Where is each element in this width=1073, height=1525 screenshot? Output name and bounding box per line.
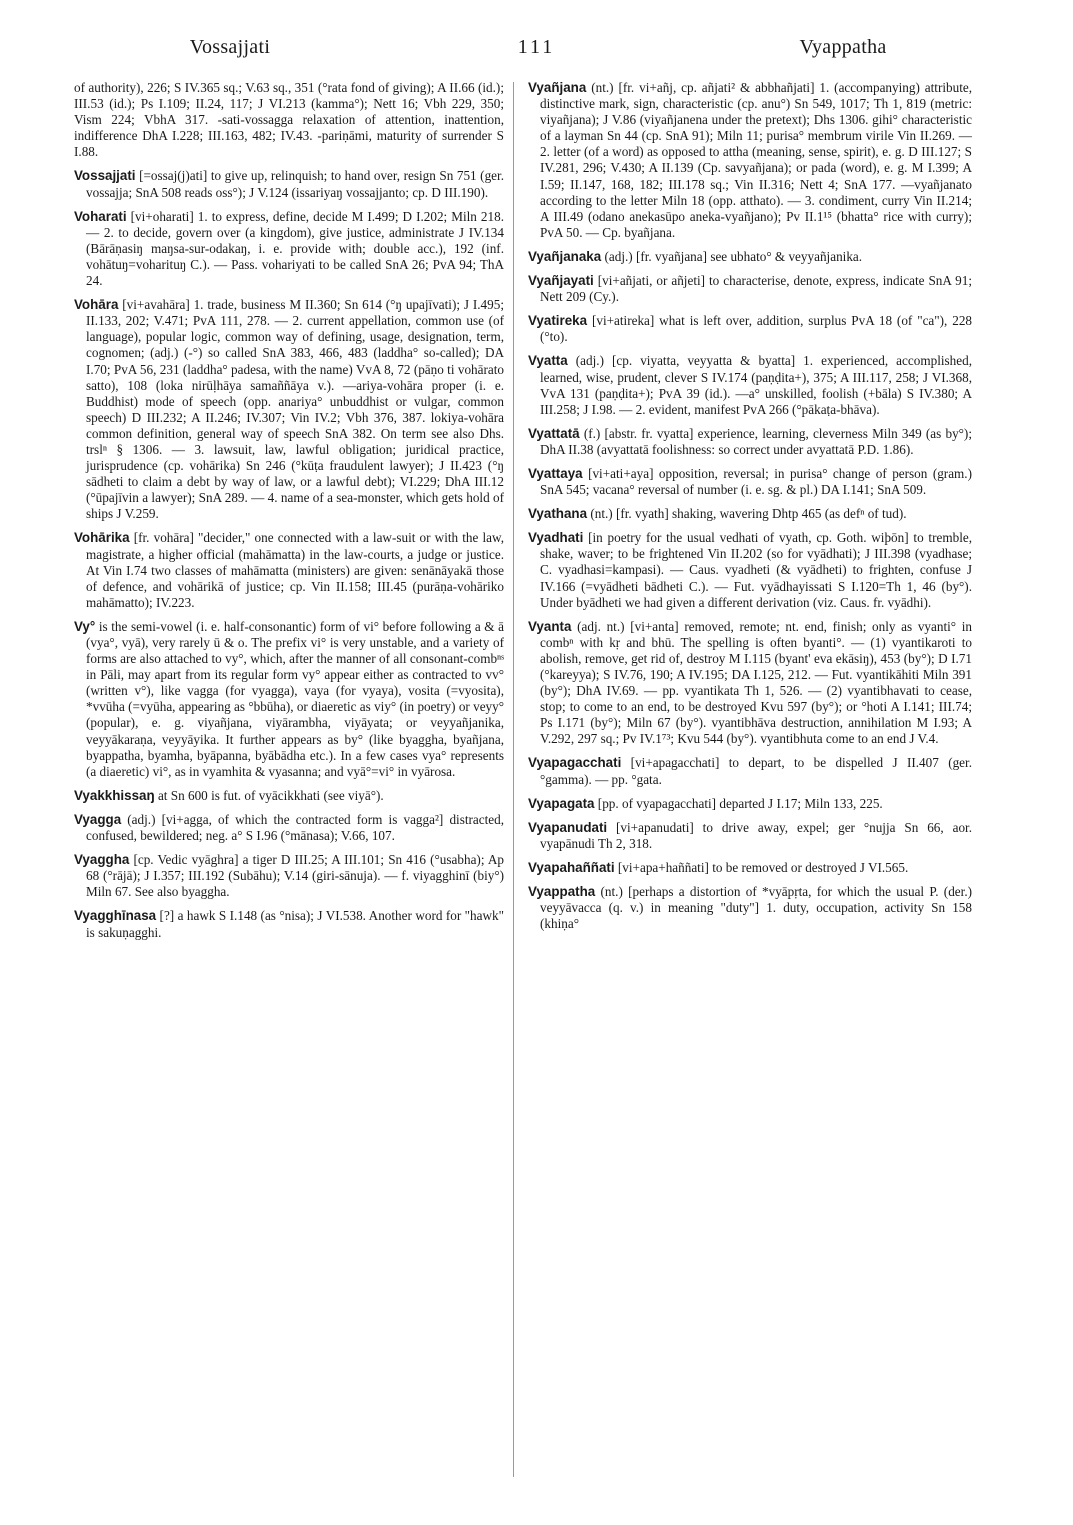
entry-definition: [?] a hawk S I.148 (as °nisa); J VI.538. Another word for "hawk" is sakuṇagghi. — [86, 908, 504, 940]
dictionary-entry — [528, 619, 972, 748]
entry-definition: of authority), 226; S IV.365 sq.; V.63 sq., 351 (°rata fond of giving); A II.66 (id.); III.53 (id.); Ps I.109; II.24, 117; J VI.213 (kamma°); Nett 16; Vbh 229, 350; Vism 224; VbhA 317. -sati-vossagga relaxation of attention, inattention, indifference DhA I.228; III.163, 482; IV.43. -pariṇāmi, maturity of surrender S I.88. — [74, 80, 504, 160]
entry-headword: Vyapanudati — [528, 819, 608, 835]
dictionary-entry — [528, 249, 972, 265]
dictionary-entry — [528, 820, 972, 852]
entry-definition: [vi+ati+aya] opposition, reversal; in purisa° change of person (gram.) SnA 545; vacana° reversal of number (i. e. sg. & pl.) DA I.141; SnA 509. — [540, 465, 972, 498]
dictionary-entry — [528, 506, 972, 522]
running-header — [60, 30, 1013, 64]
entry-headword: Vyakkhissaŋ — [74, 787, 155, 803]
dictionary-entry — [528, 426, 972, 458]
entry-definition: [vi+apagacchati] to depart, to be dispelled J II.407 (ger. °gamma). — pp. °gata. — [540, 755, 972, 787]
entry-headword: Vyattatā — [528, 425, 580, 441]
dictionary-entry — [74, 209, 504, 289]
entry-headword: Vyappatha — [528, 884, 596, 900]
dictionary-entry — [74, 168, 504, 200]
entry-definition: [in poetry for the usual vedhati of vyath, cp. Goth. wiþōn] to tremble, shake, waver; to be frightened Vin II.202 (so for vyādhati); J III.398 (vyadhase; C. vyadhasi=kampasi). — Caus. vyadheti (& vyādheti) to frighten, confuse J IV.166 (=vyādheti bādheti C.). — Fut. vyādhayissati S I.120=Th 1, 46 (by°). Under byādheti we had given a different derivation (viz. Caus. fr. vyādhi). — [540, 530, 973, 610]
entry-headword: Vyañjayati — [528, 273, 594, 289]
dictionary-entry — [528, 796, 972, 812]
dictionary-entry — [74, 619, 504, 780]
entry-definition: (nt.) [perhaps a distortion of *vyāpṛta, for which the usual P. (der.) veyyāvacca (q. v.) in meaning "duty"] 1. duty, occupation, activity Sn 158 (khiṇa° — [540, 884, 973, 932]
dictionary-entry — [528, 353, 972, 417]
entry-headword: Vyapagata — [528, 795, 595, 811]
dictionary-entry — [74, 812, 504, 844]
entry-definition: (f.) [abstr. fr. vyatta] experience, learning, cleverness Miln 349 (as by°); DhA II.38 (avyattatā foolishness: so correct under avyattatā P.D. 1.86). — [540, 425, 972, 457]
entry-definition: (adj.) [vi+agga, of which the contracted form is vagga²] distracted, confused, bewildered; neg. a° S I.96 (°mānasa); V.66, 107. — [86, 811, 505, 844]
entry-definition: [fr. vohāra] "decider," one connected with a law-suit or with the law, magistrate, a higher official (mahāmatta) in the law-courts, a judge or justice. At Vin I.74 two classes of mahāmatta (ministers) are given: senānāyakā those of defence, and vohārikā of justice; cp. Vin II.158; III.45 (purāṇa-vohāriko mahāmatto); IV.223. — [86, 530, 505, 610]
entry-definition: [=ossaj(j)ati] to give up, relinquish; to hand over, resign Sn 751 (ger. vossajja; SnA 508 reads oss°); J V.124 (issariyaŋ vossajjanto; cp. D III.190). — [86, 168, 504, 200]
right-column — [528, 80, 972, 940]
entry-definition: [cp. Vedic vyāghra] a tiger D III.25; A III.101; Sn 416 (°usabha); Ap 68 (°rājā); J I.357; III.192 (Subāhu); V.14 (giri-sānuja). — f. viyagghinī (biy°) Miln 67. See also byaggha. — [86, 852, 504, 900]
dictionary-entry — [528, 755, 972, 787]
dictionary-entry — [74, 530, 504, 610]
dictionary-entry — [74, 80, 504, 160]
entry-headword: Vyañjanaka — [528, 248, 602, 264]
entry-definition: is the semi-vowel (i. e. half-consonantic) form of vi° before following a & ā (vya°, vyā), very rarely ū & o. The prefix vi° is very unstable, and a variety of forms are also attached to vy°, which, after the manner of all consonant-combⁿˢ in Pāli, may apart from its regular form vy° appear either as contracted to vv° (written v°), like vagga (for vyagga), vaya (for vyaya), vosita (=vyosita), *vvūha (=vyūha, appearing as °bbūha), or diaeretic as viy° (in poetry) or veyy° (popular), e. g. viyañjana, viyārambha, viyāyata; or veyyañjanika, veyyākaraṇa, veyyāyika. It further appears as by° (like byaggha, byañjana, byappatha, byamha, byāpanna, byābādha etc.). In a few cases vya° represents (a diaeretic) vi°, as in vyamhita & vyasanna; and vyā°=vi° in vyārosa. — [86, 618, 505, 779]
entry-headword: Vyapahaññati — [528, 859, 615, 875]
entry-headword: Vohāra — [74, 297, 119, 313]
dictionary-entry — [528, 466, 972, 498]
header-left-guideword: Vossajjati — [189, 35, 271, 58]
entry-definition: [vi+apanudati] to drive away, expel; ger °nujja Sn 66, aor. vyapānudi Th 2, 318. — [540, 819, 972, 851]
dictionary-entry — [74, 297, 504, 522]
entry-definition: [vi+atireka] what is left over, addition, surplus PvA 18 (of "ca"), 228 (°to). — [540, 313, 973, 345]
column-divider — [513, 82, 514, 1477]
entry-headword: Vyapagacchati — [528, 755, 622, 771]
dictionary-entry — [528, 80, 972, 241]
dictionary-entry — [74, 788, 504, 804]
dictionary-entry — [528, 884, 972, 932]
entry-headword: Vy° — [74, 618, 96, 634]
dictionary-entry — [528, 530, 972, 610]
dictionary-entry — [528, 313, 972, 345]
header-right-guideword: Vyappatha — [799, 35, 887, 58]
entry-headword: Vossajjati — [74, 168, 136, 184]
entry-headword: Vyatta — [528, 353, 568, 369]
entry-definition: (nt.) [fr. vi+añj, cp. añjati² & abbhañjati] 1. (accompanying) attribute, distinctive mark, sign, characteristic (cp. anu°) Sn 549, 1017; Th 1, 819 (metric: viyañjana); J V.86 (viyañjanena under the pretext); Dhs 1306. gihi° characteristic of a layman Sn 44 (cp. SnA 91); Miln 11; purisa° membrum virile Vin II.269. — 2. letter (of a word) as opposed to attha (meaning, sense, spirit), e. g. D III.127; S IV.281, 296; V.430; A II.139 (Cp. savyañjana); or pada (word), e. g. M I.399; A I.59; II.147, 168, 182; III.178 sq.; Vin II.316; Nett 4; SnA 177. —vyañjanato according to the letter Miln 18 (opp. atthato). — 3. condiment, curry Vin II.214; A III.49 (odano anekasūpo aneka-vyañjano); Pv II.1¹⁵ (bhatta° rice with curry); PvA 50. — Cp. byañjana. — [540, 80, 973, 240]
left-column — [74, 80, 504, 949]
dictionary-entry — [74, 908, 504, 940]
entry-headword: Vyattaya — [528, 465, 583, 481]
page-number: 111 — [517, 35, 556, 58]
entry-headword: Vyadhati — [528, 530, 584, 546]
entry-headword: Vyagghīnasa — [74, 908, 157, 924]
entry-definition: (adj.) [cp. viyatta, veyyatta & byatta] 1. experienced, accomplished, learned, wise, prudent, clever S IV.174 (paṇḍita+), 375; A III.117, 258; J VI.368, VvA 131 (paṇḍita+); PvA 39 (id.). —a° unskilled, foolish (+bāla) S IV.380; A III.258; J I.98. — 2. evident, manifest PvA 266 (°pākaṭa-bhāva). — [540, 353, 972, 417]
entry-headword: Vyagga — [74, 811, 122, 827]
entry-definition: [vi+apa+haññati] to be removed or destroyed J VI.565. — [617, 859, 909, 875]
entry-headword: Voharati — [74, 208, 127, 224]
entry-definition: [vi+añjati, or añjeti] to characterise, denote, express, indicate SnA 91; Nett 209 (Cy.). — [540, 273, 973, 305]
entry-definition: at Sn 600 is fut. of vyācikkhati (see viyā°). — [157, 787, 384, 803]
dictionary-entry — [528, 860, 972, 876]
entry-definition: (adj.) [fr. vyañjana] see ubhato° & veyyañjanika. — [604, 248, 863, 264]
entry-headword: Vyanta — [528, 618, 572, 634]
dictionary-entry — [74, 852, 504, 900]
entry-definition: (adj. nt.) [vi+anta] removed, remote; nt. end, finish; only as vyanti° in combⁿ with kṛ and bhū. The spelling is often byanti°. — (1) vyantikaroti to abolish, remove, get rid of, destroy M I.115 (byant' eva ekāsiŋ), 453 (by°); D I.71 (°kareyya); S IV.76, 190; A IV.195; DA I.125, 212. — Fut. vyantikāhiti Miln 391 (by°); DhA IV.69. — pp. vyantikata Th 1, 526. — (2) vyantibhavati to cease, stop; to come to an end, to be destroyed Kvu 597 (by°); or °hoti A I.141; III.74; Ps I.171 (by°); Miln 67 (by°). vyantibhāva destruction, annihilation M I.93; A V.292, 297 sq.; Pv IV.1⁷³; Kvu 544 (by°). vyantibhuta come to an end J V.4. — [540, 618, 973, 747]
entry-headword: Vyañjana — [528, 80, 587, 95]
entry-headword: Vohārika — [74, 530, 130, 546]
entry-definition: [vi+avahāra] 1. trade, business M II.360; Sn 614 (°ŋ upajīvati); J I.495; II.133, 202; V.471; PvA 111, 278. — 2. current appellation, common use (of language), popular logic, common way of defining, usage, designation, term, cognomen; (adj.) (-°) so called SnA 383, 466, 483 (laddha° so-called); DA I.70; PvA 56, 231 (laddha° padesa, with the name) VvA 8, 72 (pāṇo ti vohārato satto), 108 (loka nirūḷhāya samaññāya v.). —ariya-vohāra proper (i. e. Buddhist) mode of speech (opp. anariya° unbuddhist or vulgar, common speech) D III.232; A II.246; IV.307; Vin IV.2; Vbh 376, 387. lokiya-vohāra common definition, general way of speech SnA 382. On term see also Dhs. trslⁿ § 1306. — 3. lawsuit, law, lawful obligation; juridical practice, jurisprudence (cp. vohārika) Sn 246 (°kūṭa fraudulent lawyer); J II.423 (°ŋ sādheti to claim a debt by way of law, or a lawful debt); VI.229; DhA III.12 (°ūpajīvin a lawyer); SnA 289. — 4. name of a sea-monster, which gets hold of ships J V.259. — [86, 297, 504, 522]
dictionary-entry — [528, 273, 972, 305]
entry-definition: [pp. of vyapagacchati] departed J I.17; Miln 133, 225. — [597, 795, 883, 811]
entry-headword: Vyatireka — [528, 313, 588, 329]
entry-definition: [vi+oharati] 1. to express, define, decide M I.499; D I.202; Miln 218. — 2. to decide, govern over (a kingdom), give justice, administrate J IV.134 (Bārāṇasiŋ maŋsa-sur-odakaŋ, i. e. provide with; double acc.), 192 (inf. vohātuŋ=voharituŋ C.). — Pass. vohariyati to be called SnA 26; PvA 94; ThA 24. — [86, 208, 504, 289]
entry-headword: Vyaggha — [74, 852, 130, 868]
entry-headword: Vyathana — [528, 506, 588, 522]
entry-definition: (nt.) [fr. vyath] shaking, wavering Dhtp 465 (as defⁿ of tud). — [590, 506, 907, 522]
